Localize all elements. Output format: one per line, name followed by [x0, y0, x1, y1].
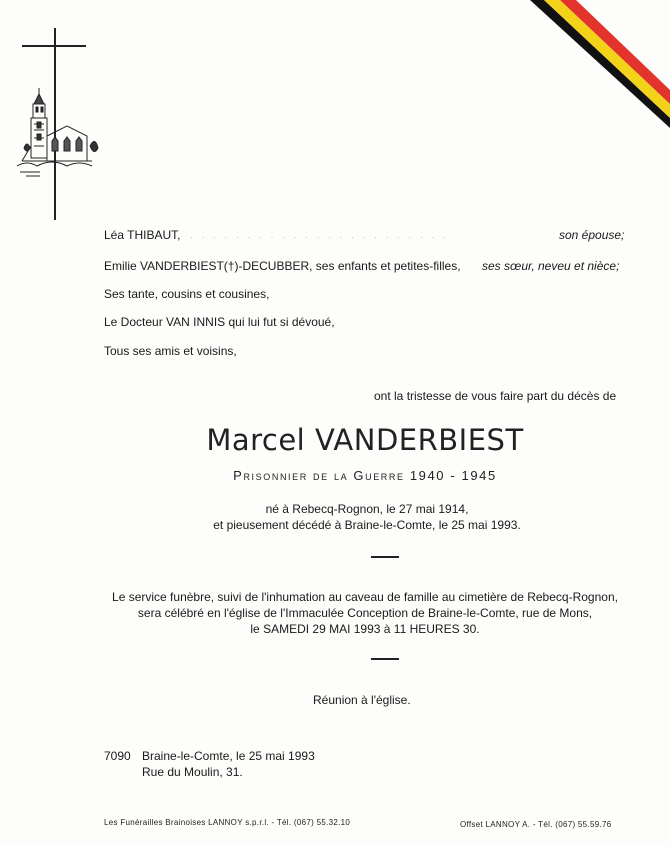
footer-funeral-home: Les Funérailles Brainoises LANNOY s.p.r.l. - Tél. (067) 55.32.10	[104, 818, 351, 827]
family-line-4: Le Docteur VAN INNIS qui lui fut si dévoué,	[104, 315, 335, 329]
dotted-leader: · · · · · · · · · · · · · · · · · · · · · · ·	[190, 232, 449, 242]
deceased-name: Marcel VANDERBIEST	[206, 423, 524, 457]
belgian-flag-ribbon	[530, 0, 670, 140]
address-line-1: Braine-le-Comte, le 25 mai 1993	[142, 749, 315, 763]
flag-stripe-black	[530, 0, 670, 128]
address-line-2: Rue du Moulin, 31.	[142, 765, 243, 779]
family-line-1: Léa THIBAUT,	[104, 228, 181, 242]
cross-horizontal	[22, 45, 86, 47]
footer-printer: Offset LANNOY A. - Tél. (067) 55.59.76	[460, 820, 612, 829]
service-line-1: Le service funèbre, suivi de l'inhumation au caveau de famille au cimetière de Rebecq-Rognon,	[112, 590, 618, 604]
postcode: 7090	[104, 749, 131, 763]
reunion-text: Réunion à l'église.	[313, 693, 411, 707]
deceased-title: Prisonnier de la Guerre 1940 - 1945	[233, 468, 497, 483]
service-line-2: sera célébré en l'église de l'Immaculée Conception de Braine-le-Comte, rue de Mons,	[137, 606, 593, 620]
announcement-text: ont la tristesse de vous faire part du décès de	[374, 389, 617, 403]
family-line-3: Ses tante, cousins et cousines,	[104, 287, 270, 301]
birth-line: né à Rebecq-Rognon, le 27 mai 1914,	[265, 502, 469, 516]
family-line-1-relation: son épouse;	[559, 228, 625, 242]
service-line-3: le SAMEDI 29 MAI 1993 à 11 HEURES 30.	[250, 622, 480, 636]
separator-rule	[371, 556, 399, 558]
church-illustration	[12, 86, 102, 186]
family-line-5: Tous ses amis et voisins,	[104, 344, 237, 358]
family-line-2-relation: ses sœur, neveu et nièce;	[482, 259, 620, 273]
family-line-2: Emilie VANDERBIEST(†)-DECUBBER, ses enfants et petites-filles,	[104, 259, 461, 273]
death-line: et pieusement décédé à Braine-le-Comte, le 25 mai 1993.	[213, 518, 521, 532]
separator-rule	[371, 658, 399, 660]
